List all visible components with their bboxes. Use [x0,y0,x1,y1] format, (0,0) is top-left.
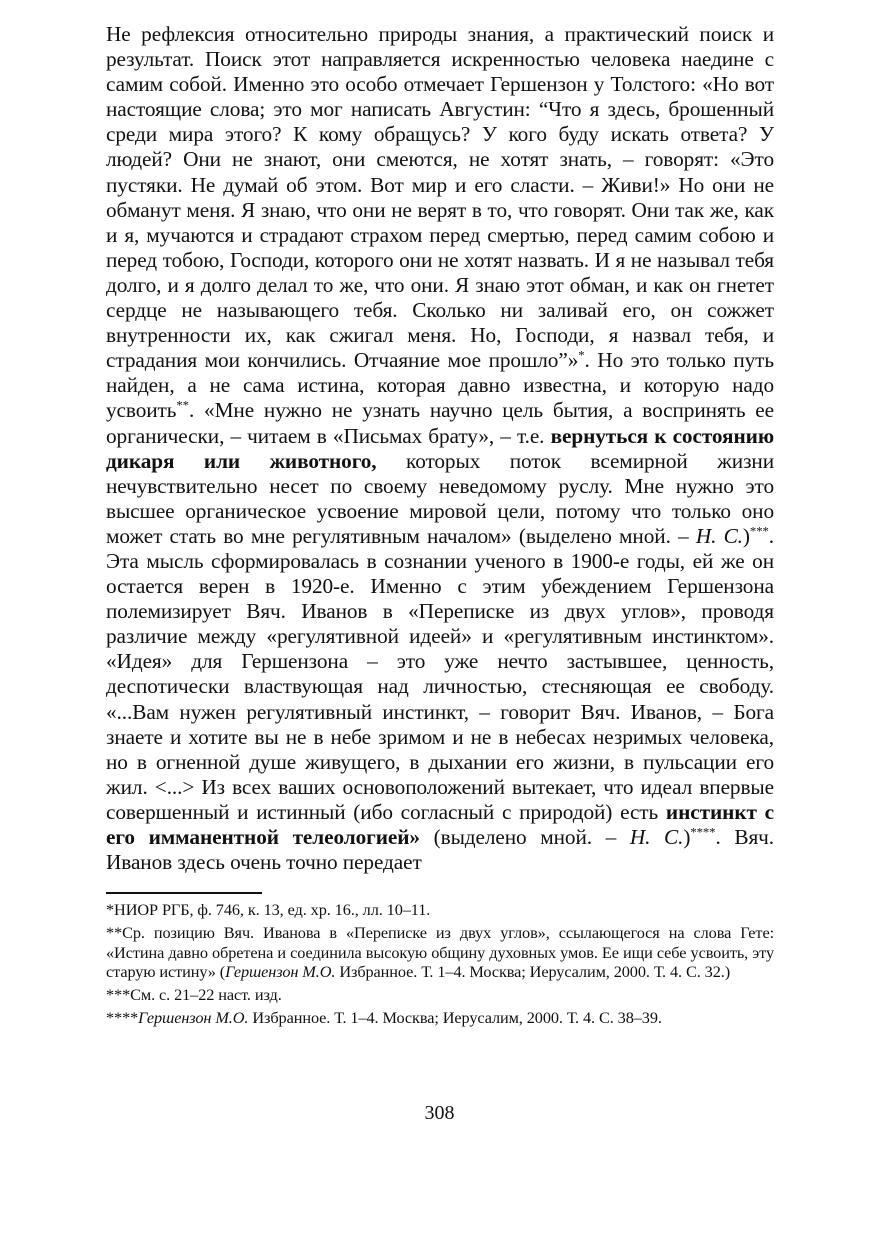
author-initials: Н. С. [629,825,684,849]
footnote-text: *НИОР РГБ, ф. 746, к. 13, ед. хр. 16., лл. 10–11. [106,900,431,920]
footnote-3 [106,985,774,1004]
main-paragraph [106,22,774,875]
footnote-1 [106,900,774,919]
footnote-text: Избранное. Т. 1–4. Москва; Иерусалим, 2000. Т. 4. С. 32.) [335,961,731,981]
footnote-divider [106,892,262,894]
text-run: ) [742,523,750,548]
footnote-author: Гершензон М.О. [138,1008,249,1028]
text-run: которых поток всемирной жизни нечувствительно несет по своему неведомому руслу. Мне нужно это высшее органическое усвоение мировой цели, потому что только оно может стать во мне регулятивным началом» (выделено мной. – [106,448,774,548]
footnote-text: ***См. с. 21–22 наст. изд. [106,985,282,1004]
footnote-marker: * [578,348,585,363]
author-initials: Н. С. [695,523,743,548]
footnote-marker: ** [176,398,189,413]
footnote-2 [106,923,774,981]
footnote-marker: **** [106,1008,139,1028]
text-run: . Но это только путь найден, а не сама истина, которая давно известна, и которую надо усвоить [106,348,774,423]
text-run: (выделено мной. – [419,825,630,849]
text-run: . Вяч. Иванов здесь очень точно передает [106,825,774,875]
footnote-marker: *** [749,524,769,539]
footnote-text: **Ср. позицию Вяч. Иванова в «Переписке из двух углов», ссылающегося на слова Гете: «Истина давно обретена и соединила высокую общину духовных умов. Ее ищи себе усвоить, эту старую истину» ( [106,923,774,981]
text-run: Не рефлексия относительно природы знания, а практический поиск и результат. Поиск этот направляется искренностью человека наедине с самим собой. Именно это особо отмечает Гершензон у Толстого: «Но вот настоящие слова; это мог написать Августин: “Что я здесь, брошенный среди мира этого? К кому обращусь? У кого буду искать ответа? У людей? Они не знают, они смеются, не хотят знать, – говорят: «Это пустяки. Не думай об этом. Вот мир и его сласти. – Живи!» Но они не обманут меня. Я знаю, что они не верят в то, что говорят. Они так же, как и я, мучаются и страдают страхом перед смертью, перед самим собою и перед тобою, Господи, которого они не хотят назвать. И я не называл тебя долго, и я долго делал то же, что они. Я знаю этот обман, и как он гнетет сердце не называющего тебя. Сколько ни заливай его, он сожжет внутренности их, как сжигал меня. Но, Господи, я назвал тебя, и страдания мои кончились. Отчаяние мое прошло”» [106,22,774,373]
text-run: . «Мне нужно не узнать научно цель бытия, а воспринять ее органически, – читаем в «Письмах брату», – т.е. [106,398,774,448]
footnote-4 [106,1008,774,1027]
text-run: . Эта мысль сформировалась в сознании ученого в 1900-е годы, ей же он остается верен в 1920-е. Именно с этим убеждением Гершензона полемизирует Вяч. Иванов в «Переписке из двух углов», проводя различие между «регулятивной идеей» и «регулятивным инстинктом». «Идея» для Гершензона – это уже нечто застывшее, ценность, деспотически властвующая над личностью, стесняющая ее свободу. «...Вам нужен регулятивный инстинкт, – говорит Вяч. Иванов, – Бога знаете и хотите вы не в небе зримом и не в небесах незримых человека, но в огненной душе живущего, в дыхании его жизни, в пульсации его жил. <...> Из всех ваших основоположений вытекает, что идеал впервые совершенный и истинный (ибо согласный с природой) есть [106,523,774,824]
page-number: 308 [424,1102,455,1124]
footnote-text: Избранное. Т. 1–4. Москва; Иерусалим, 2000. Т. 4. С. 38–39. [248,1008,662,1028]
emphasis-bold: инстинкт с его имманентной телеологией» [106,799,774,849]
emphasis-bold: вернуться к состоянию дикаря или животного, [106,423,774,473]
page-content [106,22,774,1031]
footnote-author: Гершензон М.О. [225,961,336,981]
text-run: ) [683,825,691,849]
footnote-marker: **** [690,825,716,840]
